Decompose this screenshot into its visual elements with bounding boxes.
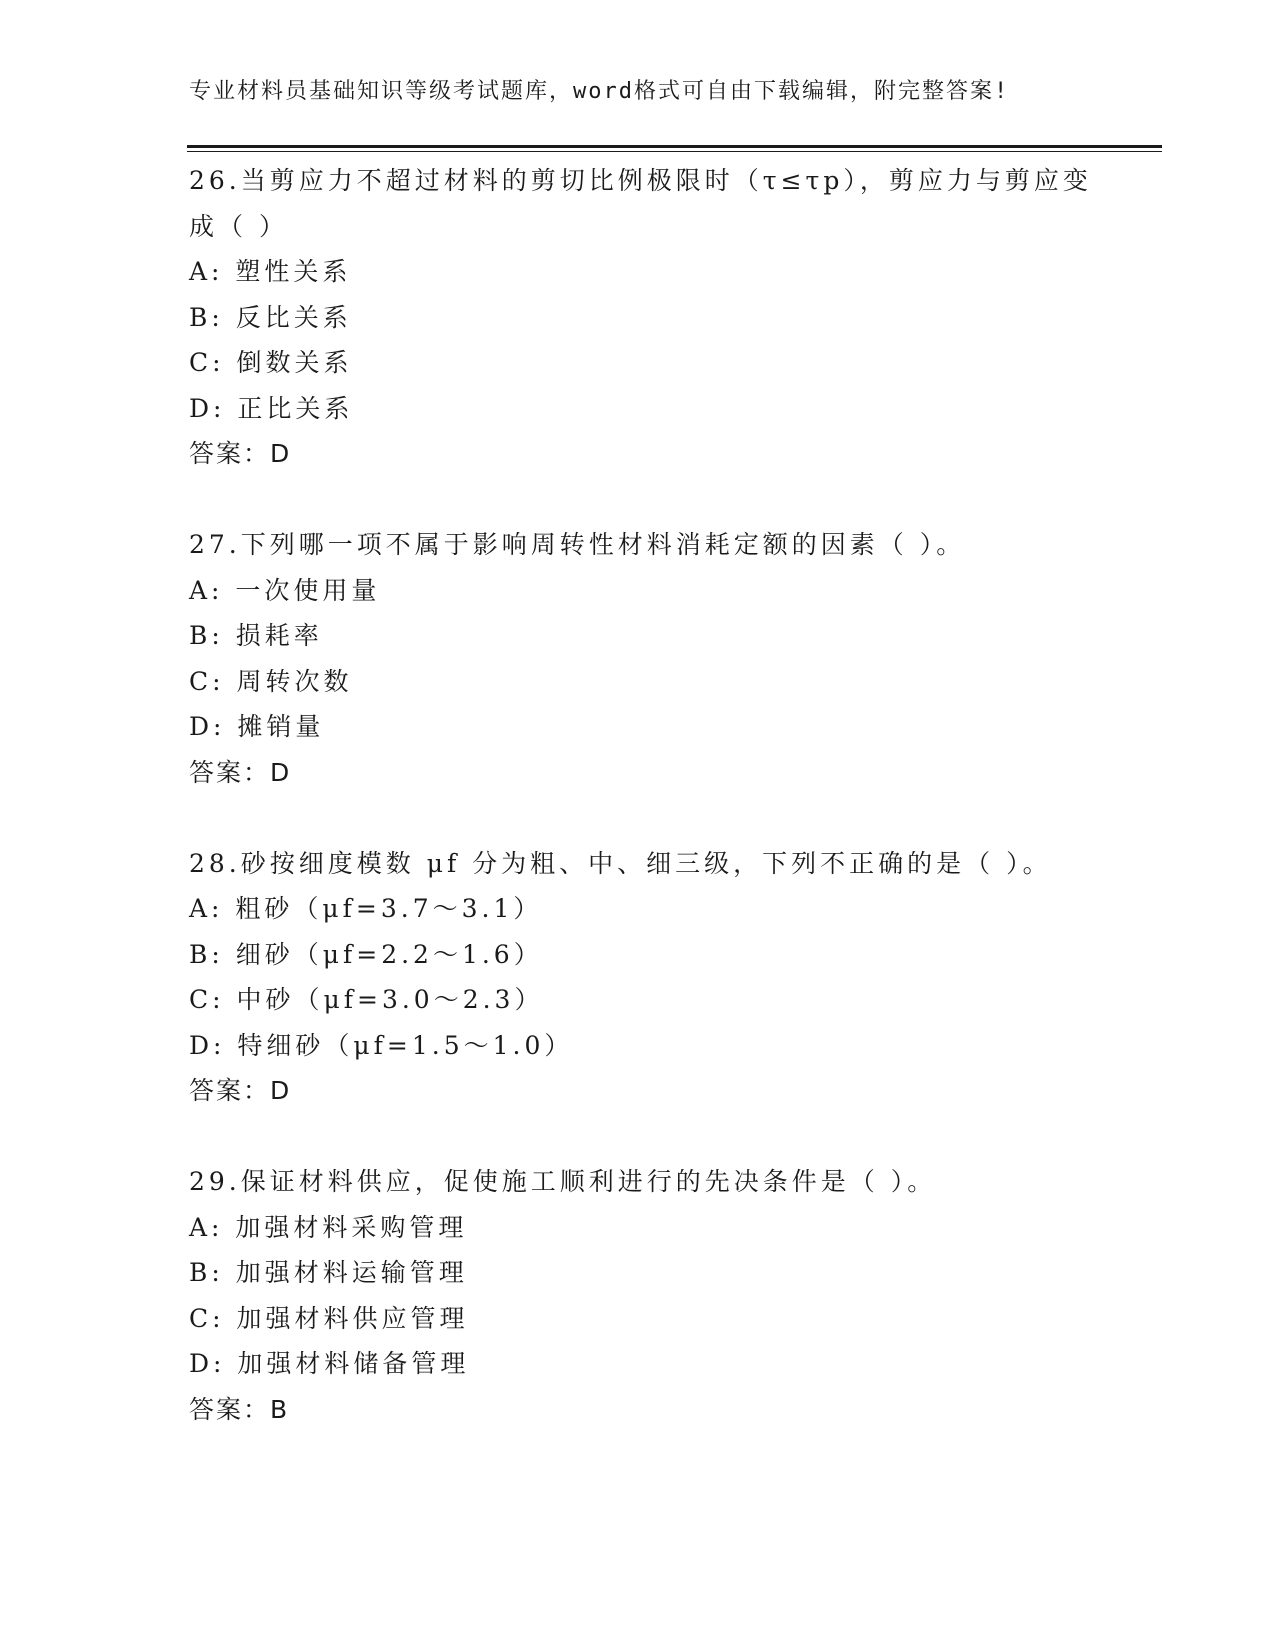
question-26: [189, 158, 1119, 477]
question-stem: 29.保证材料供应，促使施工顺利进行的先决条件是（ ）。: [189, 1167, 937, 1196]
option-d: D: 摊销量: [189, 712, 325, 741]
question-27: [189, 522, 1119, 795]
option-a: A: 粗砂（μf=3.7～3.1）: [189, 894, 543, 923]
question-29: [189, 1159, 1119, 1432]
option-b: B: 细砂（μf=2.2～1.6）: [189, 939, 543, 969]
question-stem: 27.下列哪一项不属于影响周转性材料消耗定额的因素（ ）。: [189, 530, 966, 559]
option-d: D: 加强材料储备管理: [189, 1349, 470, 1378]
question-list: [189, 158, 1119, 1432]
option-a: A: 加强材料采购管理: [189, 1212, 468, 1242]
option-d: D: 特细砂（μf=1.5～1.0）: [189, 1030, 574, 1060]
option-a: A: 塑性关系: [189, 257, 352, 286]
option-b: B: 损耗率: [189, 621, 323, 650]
answer-line: 答案：B: [189, 1394, 290, 1424]
answer-line: 答案：D: [189, 439, 292, 468]
question-28: [189, 841, 1119, 1114]
question-stem: 26.当剪应力不超过材料的剪切比例极限时（τ≤τp），剪应力与剪应变成（ ）: [189, 166, 1092, 241]
answer-line: 答案：D: [189, 1076, 292, 1105]
option-c: C: 中砂（μf=3.0～2.3）: [189, 985, 544, 1014]
page-header: 专业材料员基础知识等级考试题库，word格式可自由下载编辑，附完整答案!: [189, 79, 1010, 104]
question-stem: 28.砂按细度模数 μf 分为粗、中、细三级，下列不正确的是（ ）。: [189, 848, 1052, 878]
option-b: B: 加强材料运输管理: [189, 1258, 468, 1287]
option-d: D: 正比关系: [189, 393, 354, 423]
option-a: A: 一次使用量: [189, 575, 381, 605]
header-rule-thick: [187, 145, 1162, 148]
option-c: C: 加强材料供应管理: [189, 1303, 469, 1333]
option-b: B: 反比关系: [189, 302, 352, 332]
header-rule-thin: [187, 151, 1162, 152]
option-c: C: 倒数关系: [189, 348, 353, 377]
answer-line: 答案：D: [189, 757, 292, 787]
option-c: C: 周转次数: [189, 666, 353, 696]
